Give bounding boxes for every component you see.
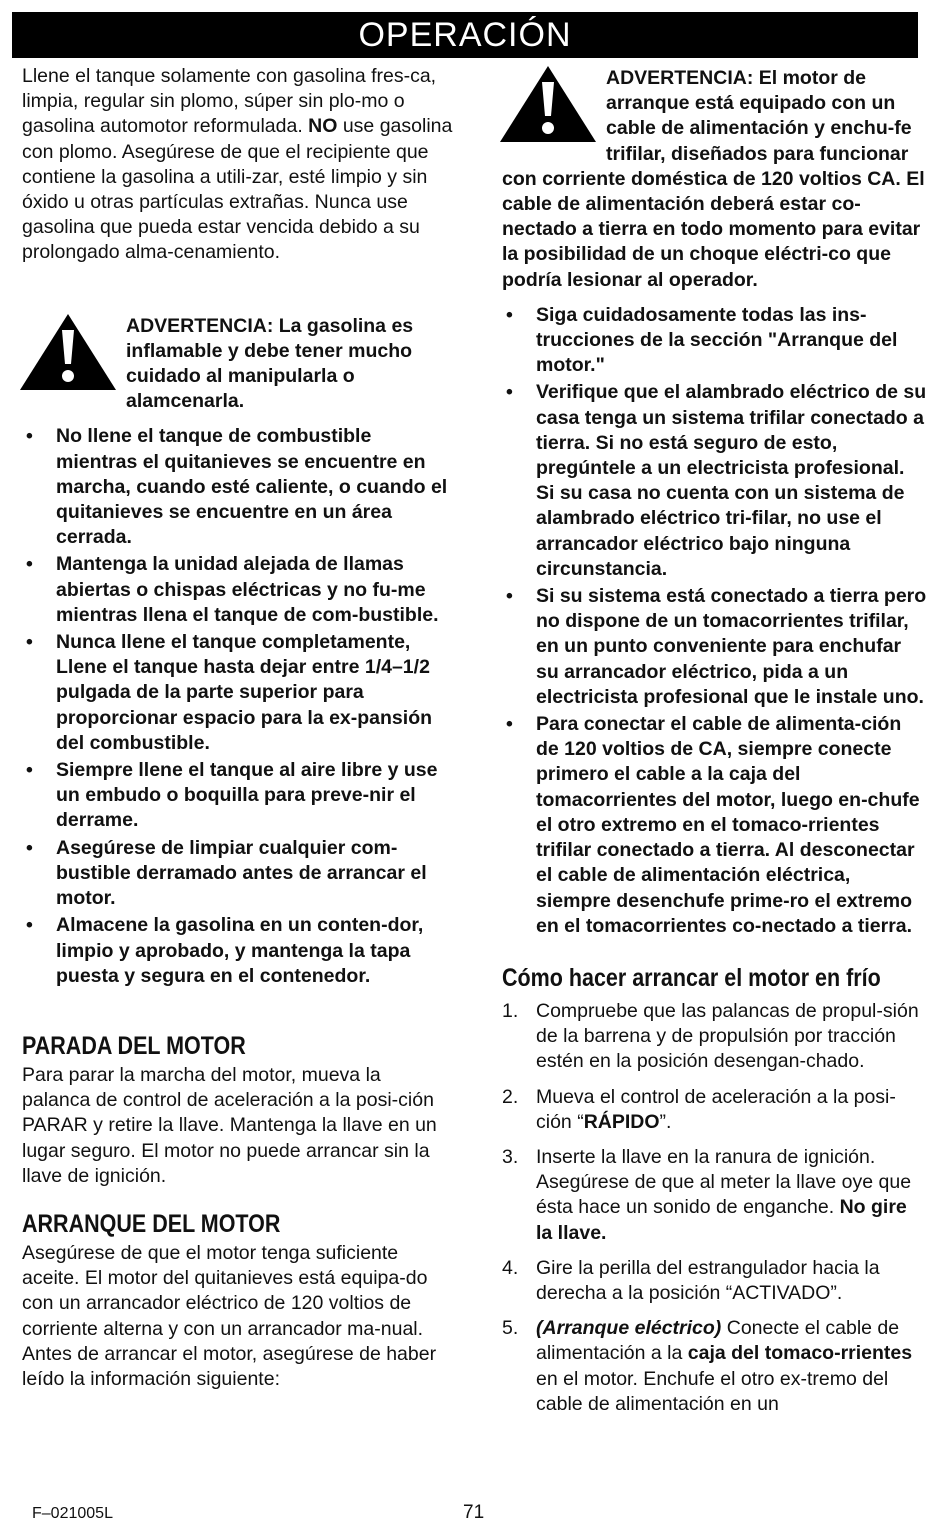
- list-item: [502, 584, 927, 710]
- step-number: 1.: [502, 999, 519, 1022]
- step-text: Compruebe que las palancas de propul-sión de la barrena y de propulsión por tracción estén en la posición desengan-chado.: [536, 999, 919, 1073]
- warning-triangle-icon: [18, 312, 118, 392]
- fuel-safety-list: [22, 424, 454, 988]
- page-number: 71: [463, 1502, 485, 1523]
- step-text: RÁPIDO: [583, 1110, 660, 1133]
- step-text: Mueva el control de aceleración a la posi-ción “: [536, 1085, 896, 1133]
- step-number: 4.: [502, 1256, 519, 1279]
- start-engine-text: Asegúrese de que el motor tenga suficiente aceite. El motor del quitanieves está equipa-do con un arrancador eléctrico de 120 voltios de corriente alterna y con un arrancador ma-nual. Antes de arrancar el motor, asegúrese de haber leído la información siguiente:: [22, 1241, 437, 1390]
- step-text: ”.: [659, 1110, 672, 1133]
- step-item: [502, 999, 927, 1075]
- step-item: [502, 1316, 927, 1417]
- section-title: OPERACIÓN: [358, 16, 572, 54]
- bullet-icon: •: [26, 631, 33, 654]
- step-text: Inserte la llave en la ranura de ignición. Asegúrese de que al meter la llave oye que ésta hace un sonido de enganche.: [536, 1145, 912, 1219]
- intro-text: Llene el tanque solamente con gasolina fres-ca, limpia, regular sin plomo, súper sin plo-mo o gasolina automotor reformulada.: [22, 65, 437, 138]
- list-item-text: Nunca llene el tanque completamente, Llene el tanque hasta dejar entre 1/4–1/2 pulgada de la parte superior para proporcionar espacio para la ex-pansión del combustible.: [56, 631, 433, 754]
- intro-text: use gasolina con plomo. Asegúrese de que el recipiente que contiene la gasolina a utili-zar, esté limpio y sin óxido u otras partículas extrañas. Nunca use gasolina que pueda estar vencida debido a su prolongado alma-cenamiento.: [22, 115, 453, 264]
- list-item-text: Siga cuidadosamente todas las ins-trucciones de la sección "Arranque del motor.": [536, 303, 898, 377]
- list-item: [22, 552, 454, 628]
- bullet-icon: •: [26, 759, 33, 782]
- step-number: 3.: [502, 1145, 519, 1168]
- list-item-text: Para conectar el cable de alimenta-ción de 120 voltios de CA, siempre conecte primero el cable a la caja del tomacorrientes del motor, luego en-chufe el otro extremo en el tomaco-rrientes trifilar conectado a tierra. Al desconectar el cable de alimentación eléctrica, siempre desenchufe prime-ro el extremo en el tomacorrientes co-nectado a tierra.: [536, 713, 920, 937]
- fuel-intro-paragraph: [22, 64, 454, 266]
- step-number: 5.: [502, 1317, 519, 1340]
- list-item-text: Almacene la gasolina en un conten-dor, limpio y aprobado, y mantenga la tapa puesta y segura en el contenedor.: [56, 914, 424, 987]
- step-text: (Arranque eléctrico): [536, 1317, 722, 1340]
- list-item-text: Siempre llene el tanque al aire libre y use un embudo o boquilla para preve-nir el derrame.: [56, 759, 438, 832]
- step-text: en el motor. Enchufe el otro ex-tremo del cable de alimentación en un: [536, 1367, 889, 1415]
- step-number: 2.: [502, 1085, 519, 1108]
- right-column: [502, 64, 927, 1427]
- step-text: Gire la perilla del estrangulador hacia la derecha a la posición “ACTIVADO”.: [536, 1256, 880, 1304]
- stop-engine-heading: PARADA DEL MOTOR: [22, 1031, 246, 1060]
- cold-start-heading: Cómo hacer arrancar el motor en frío: [502, 963, 881, 992]
- step-item: [502, 1085, 927, 1135]
- left-column: [22, 64, 454, 1392]
- electric-safety-list: [502, 303, 927, 939]
- step-item: [502, 1256, 927, 1306]
- bullet-icon: •: [26, 425, 33, 448]
- list-item-text: Mantenga la unidad alejada de llamas abiertas o chispas eléctricas y no fu-me mientras llena el tanque de com-bustible.: [56, 553, 439, 626]
- bullet-icon: •: [506, 585, 513, 608]
- step-text: Conecte el cable de alimentación a la: [536, 1317, 900, 1365]
- section-header: [12, 12, 918, 58]
- gasoline-warning-text: ADVERTENCIA: La gasolina es inflamable y debe tener mucho cuidado al manipularla o alamcenarla.: [126, 314, 414, 413]
- electric-warning: [502, 64, 927, 293]
- document-code: F–021005L: [32, 1505, 113, 1522]
- list-item: [22, 913, 454, 989]
- list-item: [502, 712, 927, 939]
- bullet-icon: •: [506, 713, 513, 736]
- step-text: caja del tomaco-rrientes: [687, 1342, 913, 1365]
- gasoline-warning: [22, 312, 454, 415]
- stop-engine-text: Para parar la marcha del motor, mueva la palanca de control de aceleración a la posi-ción PARAR y retire la llave. Mantenga la llave en un lugar seguro. El motor no puede arrancar sin la llave de ignición.: [22, 1063, 437, 1187]
- list-item-text: Si su sistema está conectado a tierra pero no dispone de un tomacorrientes trifilar, en un punto conveniente para enchufar su arrancador eléctrico, pida a un electricista profesional que le instale uno.: [536, 585, 927, 708]
- list-item: [22, 758, 454, 834]
- warning-triangle-icon: [498, 64, 598, 144]
- cold-start-steps: [502, 999, 927, 1417]
- step-text: No gire la llave.: [536, 1196, 907, 1244]
- list-item: [22, 424, 454, 550]
- list-item-text: Asegúrese de limpiar cualquier com-bustible derramado antes de arrancar el motor.: [56, 836, 427, 910]
- list-item-text: No llene el tanque de combustible mientras el quitanieves se encuentre en marcha, cuando esté caliente, o cuando el quitanieves se encuentre en un área cerrada.: [56, 425, 448, 549]
- list-item: [22, 630, 454, 756]
- start-engine-heading: ARRANQUE DEL MOTOR: [22, 1209, 281, 1238]
- bullet-icon: •: [26, 553, 33, 576]
- electric-warning-text: ADVERTENCIA: El motor de arranque está equipado con un cable de alimentación y enchu-fe trifilar, diseñados para funcionar con corriente doméstica de 120 voltios CA. El cable de alimentación deberá estar co-nectado a tierra en todo momento para evitar la posibilidad de un choque eléctri-co que podría lesionar al operador.: [502, 67, 925, 291]
- list-item: [22, 836, 454, 912]
- bullet-icon: •: [26, 836, 33, 859]
- emphasis-text: NO: [308, 115, 338, 138]
- list-item: [502, 303, 927, 379]
- bullet-icon: •: [506, 381, 513, 404]
- step-item: [502, 1145, 927, 1246]
- list-item: [502, 380, 927, 582]
- bullet-icon: •: [506, 303, 513, 326]
- bullet-icon: •: [26, 914, 33, 937]
- list-item-text: Verifique que el alambrado eléctrico de su casa tenga un sistema trifilar conectado a tierra. Si no está seguro de esto, pregúntele a un electricista profesional. Si su casa no cuenta con un sistema de alambrado eléctrico tri-filar, no use el arrancador eléctrico bajo ninguna circunstancia.: [536, 381, 927, 580]
